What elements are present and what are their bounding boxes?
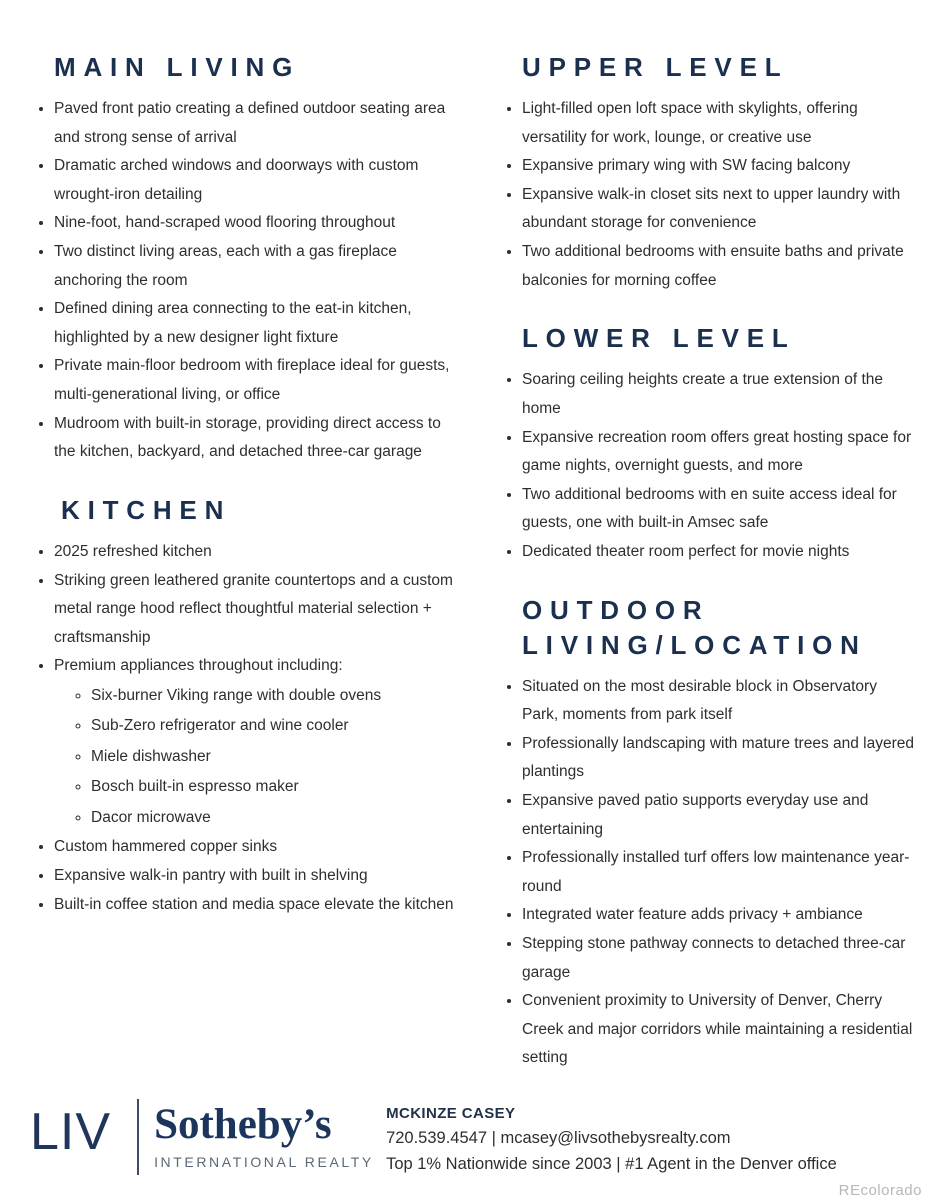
feature-item: • Stepping stone pathway connects to detached three-car garage: [522, 930, 915, 987]
feature-item: • Built-in coffee station and media space elevate the kitchen: [54, 891, 455, 920]
main-living-title: MAIN LIVING: [54, 52, 301, 82]
lower-level-list: [503, 366, 915, 566]
outdoor-title-line2: LIVING/LOCATION: [522, 629, 867, 660]
outdoor-living-title: [522, 593, 915, 663]
upper-level-title: UPPER LEVEL: [522, 52, 789, 82]
appliance-item: ◦ Sub-Zero refrigerator and wine cooler: [91, 711, 455, 742]
appliance-item: ◦ Miele dishwasher: [91, 742, 455, 773]
feature-item: • Expansive paved patio supports everyday use and entertaining: [522, 787, 915, 844]
sothebys-subtitle: INTERNATIONAL REALTY: [154, 1154, 374, 1170]
feature-item: • Integrated water feature adds privacy + ambiance: [522, 901, 915, 930]
left-column: [35, 50, 455, 1099]
feature-item: • Situated on the most desirable block in Observatory Park, moments from park itself: [522, 673, 915, 730]
agent-name: MCKINZE CASEY: [386, 1105, 516, 1122]
feature-item: • Professionally landscaping with mature trees and layered plantings: [522, 730, 915, 787]
sothebys-brand-text: Sotheby’s: [154, 1101, 332, 1148]
appliance-item: ◦ Bosch built-in espresso maker: [91, 772, 455, 803]
footer: [30, 1093, 837, 1175]
agent-contact: 720.539.4547 | mcasey@livsothebysrealty.com: [386, 1129, 731, 1147]
feature-item: [54, 652, 455, 833]
feature-item: • Striking green leathered granite countertops and a custom metal range hood reflect thoughtful material selection + craftsmanship: [54, 567, 455, 653]
feature-item: • Mudroom with built-in storage, providing direct access to the kitchen, backyard, and detached three-car garage: [54, 410, 455, 467]
section-kitchen: [35, 493, 455, 919]
logo-divider: [137, 1099, 139, 1175]
section-upper-level: [503, 50, 915, 295]
feature-item-text: Premium appliances throughout including:: [54, 657, 343, 675]
appliance-item: ◦ Dacor microwave: [91, 803, 455, 834]
feature-item: • Defined dining area connecting to the eat-in kitchen, highlighted by a new designer light fixture: [54, 295, 455, 352]
agent-tagline: Top 1% Nationwide since 2003 | #1 Agent in the Denver office: [386, 1155, 837, 1173]
sothebys-logo: [154, 1103, 372, 1170]
feature-item: • Light-filled open loft space with skylights, offering versatility for work, lounge, or creative use: [522, 95, 915, 152]
feature-item: • 2025 refreshed kitchen: [54, 538, 455, 567]
feature-item: • Nine-foot, hand-scraped wood flooring throughout: [54, 209, 455, 238]
outdoor-title-line1: OUTDOOR: [522, 594, 710, 625]
liv-logo: LIV: [30, 1103, 112, 1161]
recolorado-watermark: REcolorado: [838, 1182, 922, 1199]
kitchen-list: [35, 538, 455, 919]
main-living-list: [35, 95, 455, 467]
feature-item: • Expansive walk-in pantry with built in shelving: [54, 862, 455, 891]
feature-item: • Dedicated theater room perfect for movie nights: [522, 538, 915, 567]
section-lower-level: [503, 321, 915, 566]
feature-item: • Expansive recreation room offers great hosting space for game nights, overnight guests, and more: [522, 424, 915, 481]
feature-item: • Two distinct living areas, each with a gas fireplace anchoring the room: [54, 238, 455, 295]
feature-item: • Two additional bedrooms with ensuite baths and private balconies for morning coffee: [522, 238, 915, 295]
feature-item: • Professionally installed turf offers low maintenance year-round: [522, 844, 915, 901]
lower-level-title: LOWER LEVEL: [522, 323, 796, 354]
feature-item: • Expansive primary wing with SW facing balcony: [522, 152, 915, 181]
feature-item: • Dramatic arched windows and doorways with custom wrought-iron detailing: [54, 152, 455, 209]
feature-item: • Paved front patio creating a defined outdoor seating area and strong sense of arrival: [54, 95, 455, 152]
right-column: [503, 50, 915, 1099]
feature-item: • Expansive walk-in closet sits next to upper laundry with abundant storage for convenience: [522, 181, 915, 238]
outdoor-living-list: [503, 673, 915, 1073]
feature-item: • Soaring ceiling heights create a true extension of the home: [522, 366, 915, 423]
kitchen-title: KITCHEN: [61, 494, 232, 525]
feature-item: • Custom hammered copper sinks: [54, 833, 455, 862]
section-outdoor-living: [503, 593, 915, 1074]
upper-level-list: [503, 95, 915, 295]
feature-item: • Private main-floor bedroom with fireplace ideal for guests, multi-generational living, or office: [54, 352, 455, 409]
section-main-living: [35, 50, 455, 467]
appliance-item: ◦ Six-burner Viking range with double ovens: [91, 681, 455, 712]
appliance-sublist: [54, 681, 455, 834]
agent-info: [386, 1105, 837, 1174]
feature-item: • Convenient proximity to University of Denver, Cherry Creek and major corridors while maintaining a residential setting: [522, 987, 915, 1073]
feature-item: • Two additional bedrooms with en suite access ideal for guests, one with built-in Amsec safe: [522, 481, 915, 538]
